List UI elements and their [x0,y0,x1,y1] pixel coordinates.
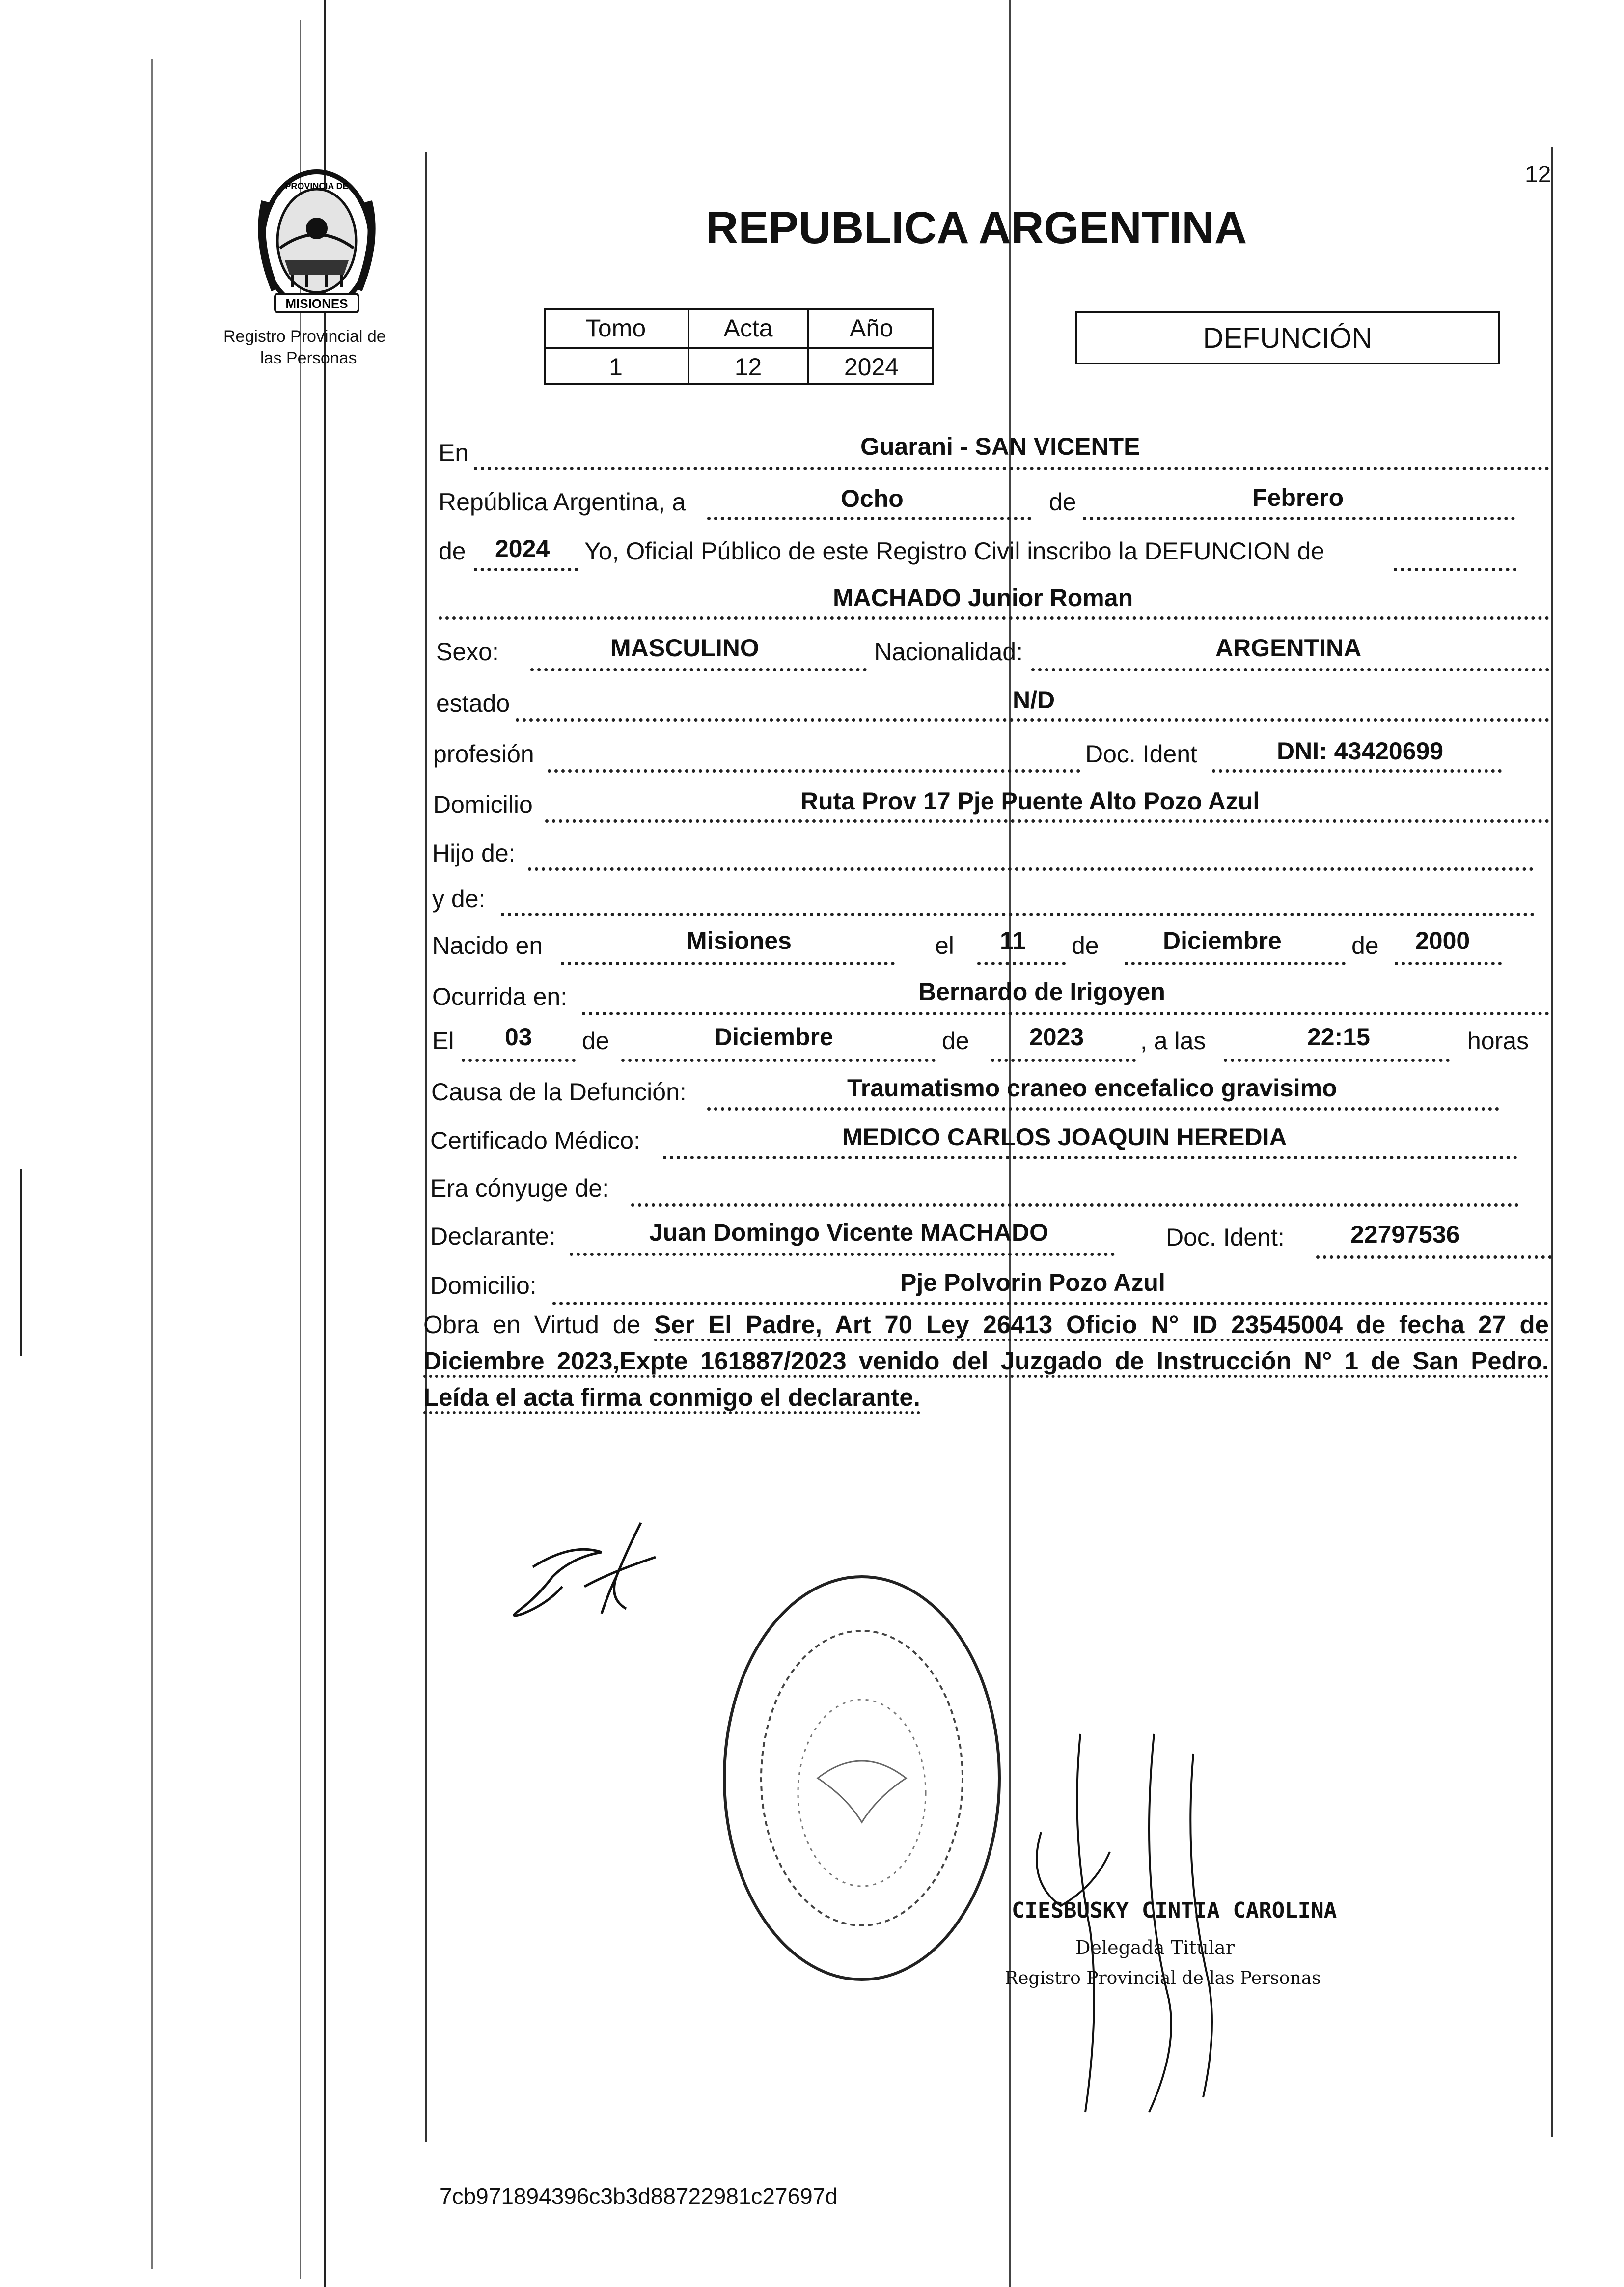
value-lugar: Guarani - SAN VICENTE [860,433,1140,460]
record-type-box: DEFUNCIÓN [1075,311,1500,364]
official-role: Delegada Titular [1075,1937,1235,1958]
label-de: de [1049,488,1076,516]
field-line [548,769,1080,773]
field-line [561,962,895,965]
form-border-right [1551,147,1553,2137]
table-value-acta: 12 [734,353,762,381]
field-line [582,1012,1549,1015]
label-de-fallec-mes: de [582,1027,609,1055]
value-anio-inscripcion: 2024 [495,535,550,562]
label-a-las: , a las [1140,1027,1206,1055]
registry-oval-seal [715,1567,1009,1989]
value-sexo: MASCULINO [610,634,759,662]
label-obra-en-virtud: Obra en Virtud de [423,1311,641,1339]
scan-line [151,59,153,2269]
label-en: En [439,439,469,467]
field-line [707,517,1031,520]
field-line [1125,962,1346,965]
field-line [621,1059,936,1062]
value-certificado: MEDICO CARLOS JOAQUIN HEREDIA [842,1123,1287,1151]
label-el: el [935,932,954,959]
field-line [1395,962,1502,965]
page-title: REPUBLICA ARGENTINA [706,203,1247,253]
label-nacionalidad: Nacionalidad: [874,638,1023,666]
svg-text:MISIONES: MISIONES [285,296,348,311]
value-ocurrida-en: Bernardo de Irigoyen [918,978,1165,1005]
label-estado: estado [436,690,510,717]
field-line [631,1203,1519,1207]
table-value-tomo: 1 [609,353,623,381]
scan-line [20,1169,22,1356]
official-office: Registro Provincial de las Personas [1005,1968,1321,1988]
value-fallec-hora: 22:15 [1307,1023,1370,1051]
value-nacido-mes: Diciembre [1163,927,1282,954]
value-mes-inscripcion: Febrero [1252,484,1344,511]
label-doc-ident-declarante: Doc. Ident: [1166,1224,1285,1251]
label-nacido-en: Nacido en [432,932,543,959]
value-declarante-doc: 22797536 [1350,1221,1460,1248]
official-name: CIESBUSKY CINTIA CAROLINA [1012,1898,1337,1923]
field-line [977,962,1066,965]
label-sexo: Sexo: [436,638,499,666]
agency-name-line1: Registro Provincial de [223,327,386,346]
value-nacido-dia: 11 [1000,927,1026,954]
value-nacido-anio: 2000 [1415,927,1470,954]
label-de-anio-nac: de [1351,932,1379,959]
field-line [991,1059,1136,1062]
label-yo-oficial: Yo, Oficial Público de este Registro Civil inscribo la DEFUNCION de [584,537,1325,565]
label-republica: República Argentina, a [439,488,686,516]
label-ocurrida-en: Ocurrida en: [432,983,568,1010]
label-conyuge: Era cónyuge de: [430,1174,609,1202]
value-obra-text: Ser El Padre, Art 70 Ley 26413 Oficio N° ID 23545004 de fecha 27 de Diciembre 2023,Expte 161887/2023 venido del Juzgado de Instrucción N° 1 de San Pedro. Leída el acta firma conmigo el declarante. [423,1311,1549,1414]
label-hijo-de: Hijo de: [432,839,516,867]
label-doc-ident: Doc. Ident [1085,740,1197,768]
field-line [528,867,1534,871]
field-line [462,1059,576,1062]
field-line [552,1302,1548,1305]
document-hash: 7cb971894396c3b3d88722981c27697d [440,2183,838,2209]
field-line [1316,1255,1552,1259]
field-line [501,913,1535,916]
field-line [1083,517,1515,520]
agency-name-line2: las Personas [260,349,357,367]
value-declarante: Juan Domingo Vicente MACHADO [649,1219,1049,1246]
label-de-mes-nac: de [1072,932,1099,959]
label-profesion: profesión [433,740,534,768]
field-line [1031,668,1549,671]
value-declarante-domicilio: Pje Polvorin Pozo Azul [900,1269,1165,1296]
value-dni: DNI: 43420699 [1277,737,1444,765]
value-nacionalidad: ARGENTINA [1215,634,1362,662]
value-fallec-anio: 2023 [1029,1023,1084,1051]
value-domicilio: Ruta Prov 17 Pje Puente Alto Pozo Azul [800,787,1260,815]
table-header-tomo: Tomo [585,314,646,342]
field-line [530,668,867,671]
value-dia-inscripcion: Ocho [841,485,904,512]
field-line [474,467,1549,470]
label-de-fallec-anio: de [942,1027,969,1055]
form-border-left [425,152,427,2142]
handwritten-signature [503,1513,665,1626]
label-domicilio: Domicilio [433,791,533,818]
misiones-coat-of-arms-logo [246,162,388,319]
label-declarante: Declarante: [430,1223,556,1250]
value-fallec-dia: 03 [505,1023,532,1051]
field-line [439,616,1549,620]
field-line [1212,769,1502,773]
table-value-anio: 2024 [844,353,899,381]
table-header-anio: Año [850,314,893,342]
page-number: 12 [1525,162,1551,188]
svg-text:PROVINCIA DE: PROVINCIA DE [285,181,349,191]
label-certificado: Certificado Médico: [430,1127,640,1154]
field-line [707,1107,1499,1111]
value-nacido-en: Misiones [687,927,792,954]
value-causa: Traumatismo craneo encefalico gravisimo [847,1074,1337,1102]
field-line [474,568,578,571]
field-line [570,1253,1115,1256]
obra-en-virtud-paragraph [423,1307,1549,1416]
field-line [663,1156,1517,1159]
field-line [1224,1059,1450,1062]
label-domicilio-declarante: Domicilio: [430,1272,537,1299]
label-el-fallec: El [432,1027,454,1055]
value-estado: N/D [1013,686,1055,714]
field-line [545,819,1549,823]
label-y-de: y de: [432,885,486,913]
label-causa: Causa de la Defunción: [431,1078,687,1106]
field-line [1394,568,1516,571]
table-header-acta: Acta [723,314,773,342]
field-line [516,718,1549,722]
label-de-anio: de [439,537,466,565]
label-horas: horas [1467,1027,1529,1055]
value-fallecido: MACHADO Junior Roman [833,584,1133,612]
value-fallec-mes: Diciembre [715,1023,833,1051]
